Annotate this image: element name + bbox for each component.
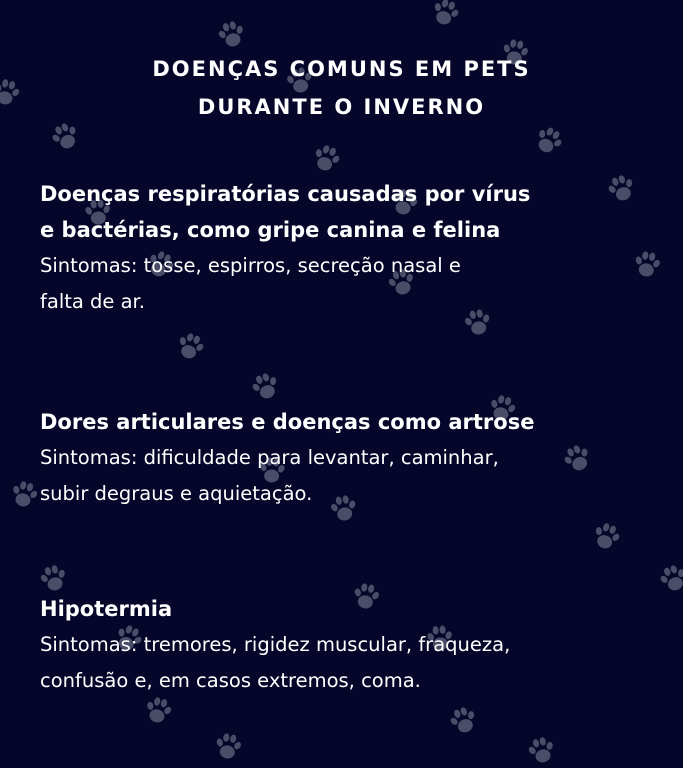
section-heading: Dores articulares e doenças como artrose [40, 410, 535, 434]
section-heading: Doenças respiratórias causadas por vírus [40, 182, 531, 206]
section-symptoms: Sintomas: dificuldade para levantar, caminhar, [40, 446, 499, 469]
title-line-1: DOENÇAS COMUNS EM PETS [152, 57, 531, 81]
title-line-2: DURANTE O INVERNO [197, 95, 486, 119]
section-hypothermia [40, 591, 640, 699]
section-symptoms: Sintomas: tremores, rigidez muscular, fraqueza, [40, 633, 511, 656]
page-title [0, 50, 683, 126]
section-respiratory-diseases [40, 176, 640, 320]
section-heading: Hipotermia [40, 597, 173, 621]
section-symptoms: Sintomas: tosse, espirros, secreção nasal e [40, 254, 461, 277]
section-heading: e bactérias, como gripe canina e felina [40, 218, 501, 242]
section-symptoms: subir degraus e aquietação. [40, 482, 313, 505]
section-joint-pain [40, 404, 640, 512]
section-symptoms: falta de ar. [40, 290, 145, 313]
section-symptoms: confusão e, em casos extremos, coma. [40, 669, 421, 692]
